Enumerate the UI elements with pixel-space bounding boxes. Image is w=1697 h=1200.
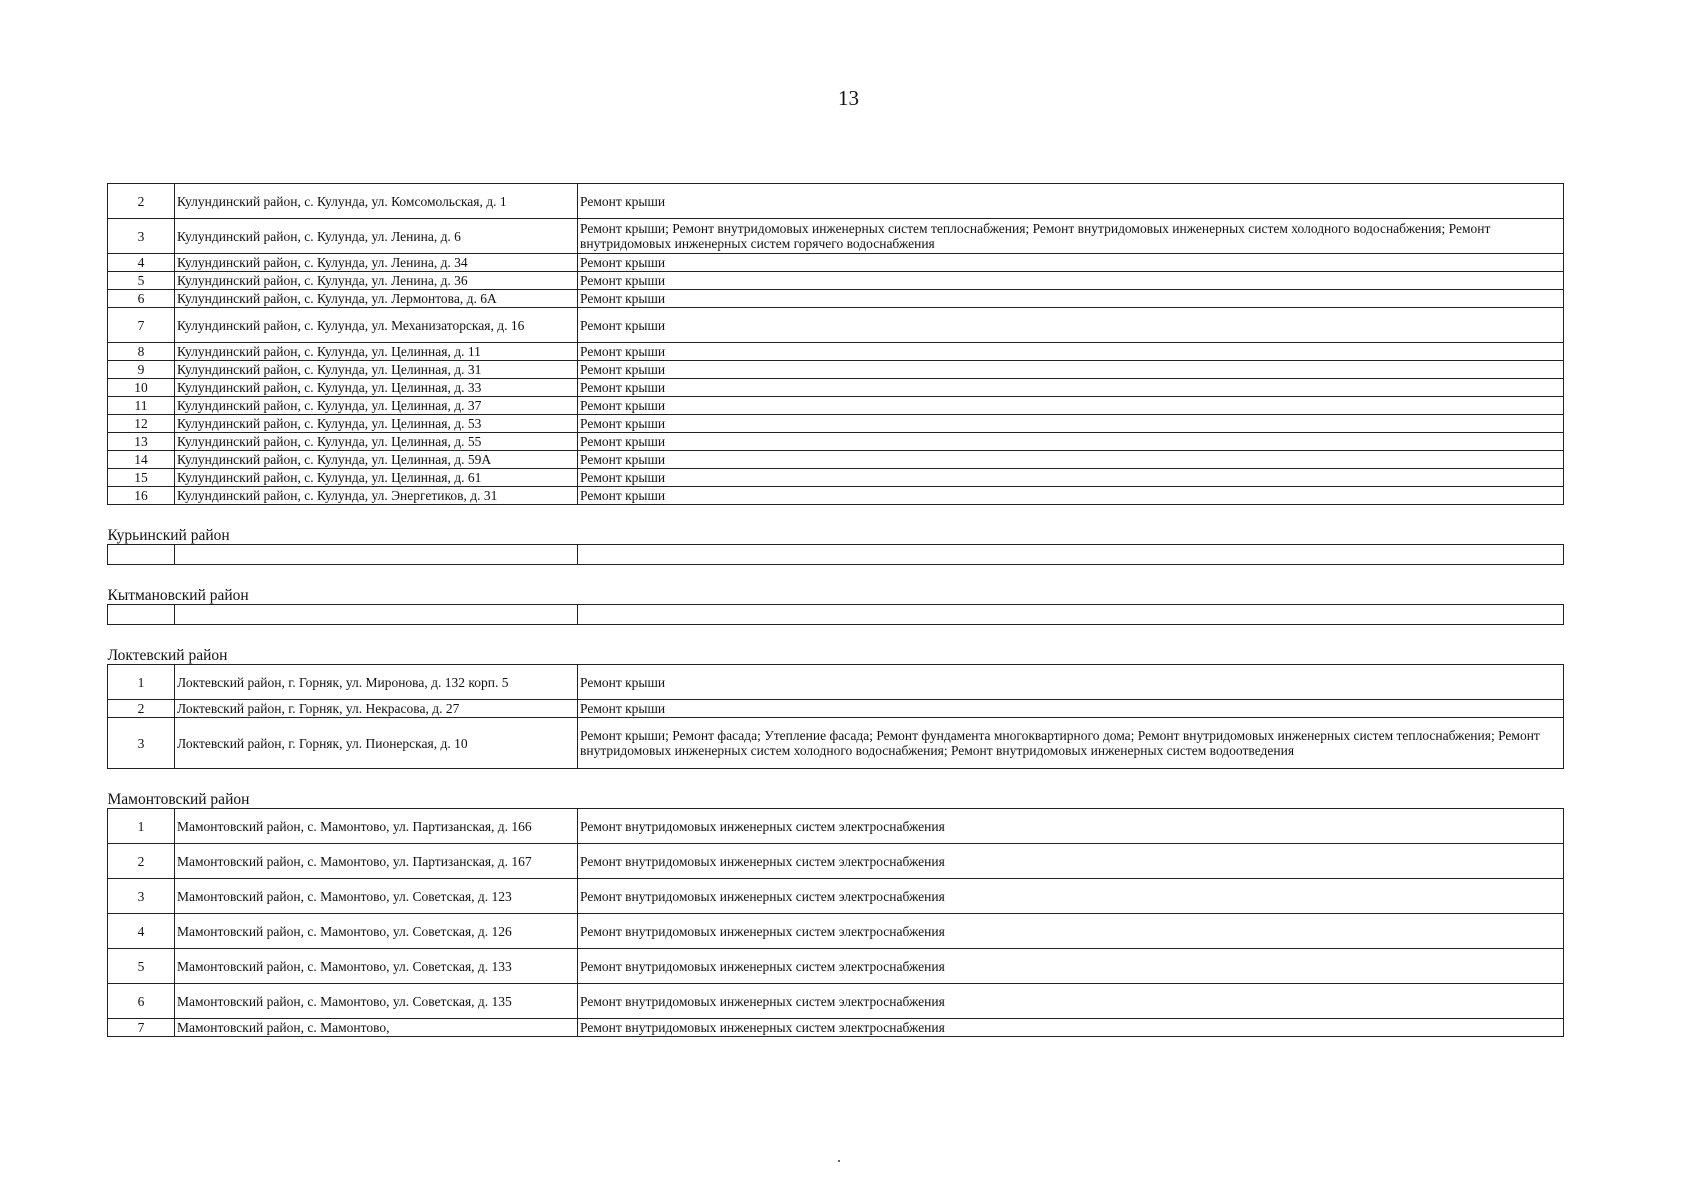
row-address: Кулундинский район, с. Кулунда, ул. Ленина, д. 6	[175, 219, 578, 254]
row-address: Кулундинский район, с. Кулунда, ул. Целинная, д. 11	[175, 343, 578, 361]
table-row	[108, 809, 1564, 844]
table-row-empty	[108, 605, 1564, 625]
row-work: Ремонт внутридомовых инженерных систем электроснабжения	[578, 914, 1564, 949]
row-address: Кулундинский район, с. Кулунда, ул. Лермонтова, д. 6А	[175, 290, 578, 308]
table-row	[108, 1019, 1564, 1037]
table-row	[108, 397, 1564, 415]
row-number: 16	[108, 487, 175, 505]
empty-cell	[175, 545, 578, 565]
empty-cell	[578, 605, 1564, 625]
row-address: Мамонтовский район, с. Мамонтово, ул. Советская, д. 135	[175, 984, 578, 1019]
page-mark	[838, 1160, 840, 1162]
table-row	[108, 665, 1564, 700]
row-number: 4	[108, 254, 175, 272]
page-number: 13	[838, 86, 859, 110]
row-address: Кулундинский район, с. Кулунда, ул. Целинная, д. 53	[175, 415, 578, 433]
row-number: 7	[108, 308, 175, 343]
row-address: Кулундинский район, с. Кулунда, ул. Целинная, д. 59А	[175, 451, 578, 469]
row-work: Ремонт крыши	[578, 290, 1564, 308]
section-title: Кытмановский район	[108, 565, 1564, 605]
row-address: Мамонтовский район, с. Мамонтово, ул. Советская, д. 123	[175, 879, 578, 914]
row-number: 11	[108, 397, 175, 415]
row-work: Ремонт крыши	[578, 308, 1564, 343]
table-row-empty	[108, 545, 1564, 565]
table-row	[108, 984, 1564, 1019]
row-number: 4	[108, 914, 175, 949]
row-work: Ремонт внутридомовых инженерных систем электроснабжения	[578, 949, 1564, 984]
table-row	[108, 184, 1564, 219]
row-address: Кулундинский район, с. Кулунда, ул. Ленина, д. 36	[175, 272, 578, 290]
section-header-kytmanovsky	[108, 565, 1564, 605]
row-work: Ремонт крыши	[578, 487, 1564, 505]
table-row	[108, 879, 1564, 914]
row-work: Ремонт крыши	[578, 700, 1564, 718]
row-work: Ремонт внутридомовых инженерных систем электроснабжения	[578, 984, 1564, 1019]
row-work: Ремонт крыши	[578, 451, 1564, 469]
row-address: Кулундинский район, с. Кулунда, ул. Ленина, д. 34	[175, 254, 578, 272]
row-number: 3	[108, 718, 175, 769]
table-row	[108, 469, 1564, 487]
row-number: 2	[108, 184, 175, 219]
row-work: Ремонт крыши	[578, 272, 1564, 290]
row-number: 9	[108, 361, 175, 379]
row-work: Ремонт крыши	[578, 379, 1564, 397]
table-row	[108, 700, 1564, 718]
row-number: 2	[108, 844, 175, 879]
table-row	[108, 290, 1564, 308]
row-number: 6	[108, 984, 175, 1019]
row-address: Мамонтовский район, с. Мамонтово, ул. Советская, д. 126	[175, 914, 578, 949]
row-address: Локтевский район, г. Горняк, ул. Пионерская, д. 10	[175, 718, 578, 769]
row-address: Локтевский район, г. Горняк, ул. Некрасова, д. 27	[175, 700, 578, 718]
row-address: Локтевский район, г. Горняк, ул. Миронова, д. 132 корп. 5	[175, 665, 578, 700]
table-row	[108, 361, 1564, 379]
row-work: Ремонт крыши	[578, 469, 1564, 487]
row-number: 6	[108, 290, 175, 308]
row-number: 1	[108, 809, 175, 844]
row-number: 5	[108, 272, 175, 290]
table-row	[108, 844, 1564, 879]
row-address: Кулундинский район, с. Кулунда, ул. Целинная, д. 61	[175, 469, 578, 487]
table-row	[108, 451, 1564, 469]
section-header-kurinsky	[108, 505, 1564, 545]
row-address: Кулундинский район, с. Кулунда, ул. Целинная, д. 55	[175, 433, 578, 451]
table-row	[108, 914, 1564, 949]
row-address: Кулундинский район, с. Кулунда, ул. Комсомольская, д. 1	[175, 184, 578, 219]
row-work: Ремонт крыши	[578, 343, 1564, 361]
row-address: Кулундинский район, с. Кулунда, ул. Целинная, д. 37	[175, 397, 578, 415]
section-header-mamontovsky	[108, 769, 1564, 809]
row-number: 15	[108, 469, 175, 487]
empty-cell	[108, 545, 175, 565]
row-number: 7	[108, 1019, 175, 1037]
row-work: Ремонт крыши	[578, 433, 1564, 451]
row-address: Кулундинский район, с. Кулунда, ул. Целинная, д. 31	[175, 361, 578, 379]
row-work: Ремонт крыши	[578, 254, 1564, 272]
table-row	[108, 254, 1564, 272]
table-row	[108, 487, 1564, 505]
repair-list-table	[107, 183, 1564, 1037]
row-number: 1	[108, 665, 175, 700]
row-address: Кулундинский район, с. Кулунда, ул. Энергетиков, д. 31	[175, 487, 578, 505]
table-row	[108, 272, 1564, 290]
empty-cell	[578, 545, 1564, 565]
row-address: Мамонтовский район, с. Мамонтово, ул. Советская, д. 133	[175, 949, 578, 984]
table-row	[108, 433, 1564, 451]
empty-cell	[108, 605, 175, 625]
table-row	[108, 949, 1564, 984]
row-work: Ремонт крыши; Ремонт внутридомовых инженерных систем теплоснабжения; Ремонт внутридомовых инженерных систем холодного водоснабжения; Ремонт внутридомовых инженерных систем горячего водоснабжения	[578, 219, 1564, 254]
table-row	[108, 415, 1564, 433]
row-number: 3	[108, 219, 175, 254]
row-work: Ремонт внутридомовых инженерных систем электроснабжения	[578, 1019, 1564, 1037]
section-header-loktevsky	[108, 625, 1564, 665]
row-number: 10	[108, 379, 175, 397]
row-work: Ремонт крыши	[578, 184, 1564, 219]
table-row	[108, 219, 1564, 254]
section-title: Локтевский район	[108, 625, 1564, 665]
row-number: 14	[108, 451, 175, 469]
row-address: Мамонтовский район, с. Мамонтово, ул. Партизанская, д. 167	[175, 844, 578, 879]
row-work: Ремонт внутридомовых инженерных систем электроснабжения	[578, 879, 1564, 914]
row-work: Ремонт внутридомовых инженерных систем электроснабжения	[578, 844, 1564, 879]
row-number: 8	[108, 343, 175, 361]
row-work: Ремонт крыши	[578, 361, 1564, 379]
empty-cell	[175, 605, 578, 625]
row-address: Мамонтовский район, с. Мамонтово, ул. Партизанская, д. 166	[175, 809, 578, 844]
row-work: Ремонт крыши; Ремонт фасада; Утепление фасада; Ремонт фундамента многоквартирного дома; Ремонт внутридомовых инженерных систем теплоснабжения; Ремонт внутридомовых инженерных систем холодного водоснабжения; Ремонт внутридомовых инженерных систем водоотведения	[578, 718, 1564, 769]
row-number: 2	[108, 700, 175, 718]
section-title: Мамонтовский район	[108, 769, 1564, 809]
row-address: Кулундинский район, с. Кулунда, ул. Механизаторская, д. 16	[175, 308, 578, 343]
table-row	[108, 379, 1564, 397]
table-row	[108, 343, 1564, 361]
row-number: 5	[108, 949, 175, 984]
row-number: 13	[108, 433, 175, 451]
row-work: Ремонт крыши	[578, 415, 1564, 433]
row-work: Ремонт крыши	[578, 665, 1564, 700]
row-number: 12	[108, 415, 175, 433]
row-number: 3	[108, 879, 175, 914]
table-row	[108, 308, 1564, 343]
table-row	[108, 718, 1564, 769]
row-work: Ремонт внутридомовых инженерных систем электроснабжения	[578, 809, 1564, 844]
section-title: Курьинский район	[108, 505, 1564, 545]
row-work: Ремонт крыши	[578, 397, 1564, 415]
row-address: Кулундинский район, с. Кулунда, ул. Целинная, д. 33	[175, 379, 578, 397]
row-address: Мамонтовский район, с. Мамонтово,	[175, 1019, 578, 1037]
